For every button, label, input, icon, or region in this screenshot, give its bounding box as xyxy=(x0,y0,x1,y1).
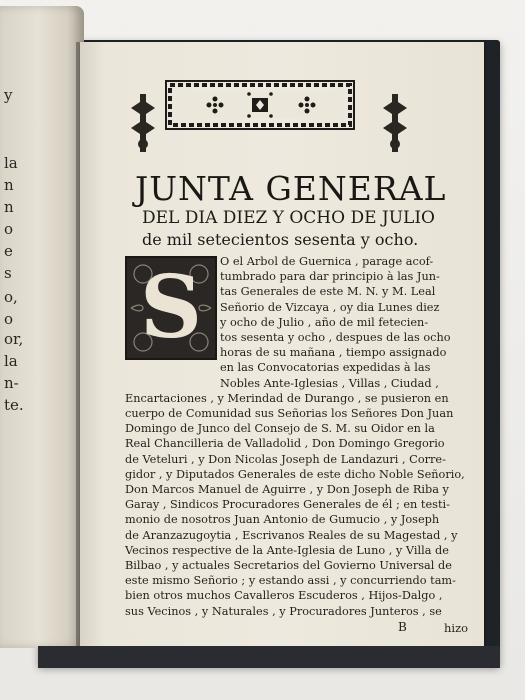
page-subtitle-line2: de mil setecientos sesenta y ocho. xyxy=(142,230,419,249)
text-line: de Aranzazugoytia , Escrivanos Reales de su Magestad , y xyxy=(125,528,458,542)
left-page-text: e xyxy=(4,242,13,260)
left-page-text: n xyxy=(4,176,14,194)
right-page xyxy=(80,42,484,646)
text-line: en las Convocatorias expedidas à las xyxy=(220,361,431,375)
left-page-text: or, xyxy=(4,330,24,348)
text-line: Domingo de Junco del Consejo de S. M. su Oidor en la xyxy=(125,422,435,436)
text-line: monio de nosotros Juan Antonio de Gumucio , y Joseph xyxy=(125,513,440,527)
text-line: Encartaciones , y Merindad de Durango , se pusieron en xyxy=(125,391,449,405)
text-line: horas de su mañana , tiempo assignado xyxy=(220,346,447,360)
text-line: tos sesenta y ocho , despues de las ocho xyxy=(220,331,451,344)
left-page xyxy=(0,6,84,648)
side-ornament-right-icon xyxy=(380,94,410,152)
signature-mark: B xyxy=(398,619,407,634)
text-line: tas Generales de este M. N. y M. Leal xyxy=(220,285,436,299)
text-line: Señorio de Vizcaya , oy dia Lunes diez xyxy=(220,300,440,314)
text-line: Don Marcos Manuel de Aguirre , y Don Joseph de Riba y xyxy=(125,483,449,496)
page-subtitle: DEL DIA DIEZ Y OCHO DE JULIO xyxy=(142,208,435,228)
left-page-text: y xyxy=(4,86,13,104)
text-line: gidor , y Diputados Generales de este dicho Noble Señorio, xyxy=(125,467,465,481)
left-page-text: o xyxy=(4,310,14,328)
text-line: Garay , Sindicos Procuradores Generales de él ; en testi- xyxy=(125,498,450,512)
text-line: sus Vecinos , y Naturales , y Procuradores Junteros , se xyxy=(125,604,442,618)
text-line: cuerpo de Comunidad sus Señorias los Señores Don Juan xyxy=(125,407,454,420)
text-line: Nobles Ante-Iglesias , Villas , Ciudad , xyxy=(220,376,439,390)
initial-letter: S xyxy=(139,257,203,358)
left-page-text: n- xyxy=(4,374,19,392)
left-page-text: la xyxy=(4,352,18,370)
left-page-text: o, xyxy=(4,288,18,306)
text-line: tumbrado para dar principio à las Jun- xyxy=(220,270,440,284)
left-page-text: s xyxy=(4,264,12,282)
left-page-text: n xyxy=(4,198,14,216)
side-ornament-left-icon xyxy=(128,94,158,152)
page-title: JUNTA GENERAL xyxy=(135,169,447,208)
text-line: Vecinos respective de la Ante-Iglesia de Luno , y Villa de xyxy=(125,543,449,557)
left-page-text: la xyxy=(4,154,18,172)
left-page-text: o xyxy=(4,220,14,238)
text-line: bien otros muchos Cavalleros Escuderos , Hijos-Dalgo , xyxy=(125,589,443,603)
text-line: Bilbao , y actuales Secretarios del Govierno Universal de xyxy=(125,559,452,572)
text-line: O el Arbol de Guernica , parage acof- xyxy=(220,255,434,268)
left-page-text: te. xyxy=(4,396,24,414)
book-base xyxy=(38,646,500,668)
text-line: Real Chancilleria de Valladolid , Don Domingo Gregorio xyxy=(125,437,445,451)
text-line: este mismo Señorio ; y estando assi , y concurriendo tam- xyxy=(125,574,456,588)
catchword: hizo xyxy=(444,620,469,635)
decorated-initial xyxy=(125,256,217,360)
text-line: de Veteluri , y Don Nicolas Joseph de Landazuri , Corre- xyxy=(125,452,446,466)
headpiece-ornament-icon xyxy=(165,80,355,130)
text-line: y ocho de Julio , año de mil fetecien- xyxy=(220,315,429,329)
